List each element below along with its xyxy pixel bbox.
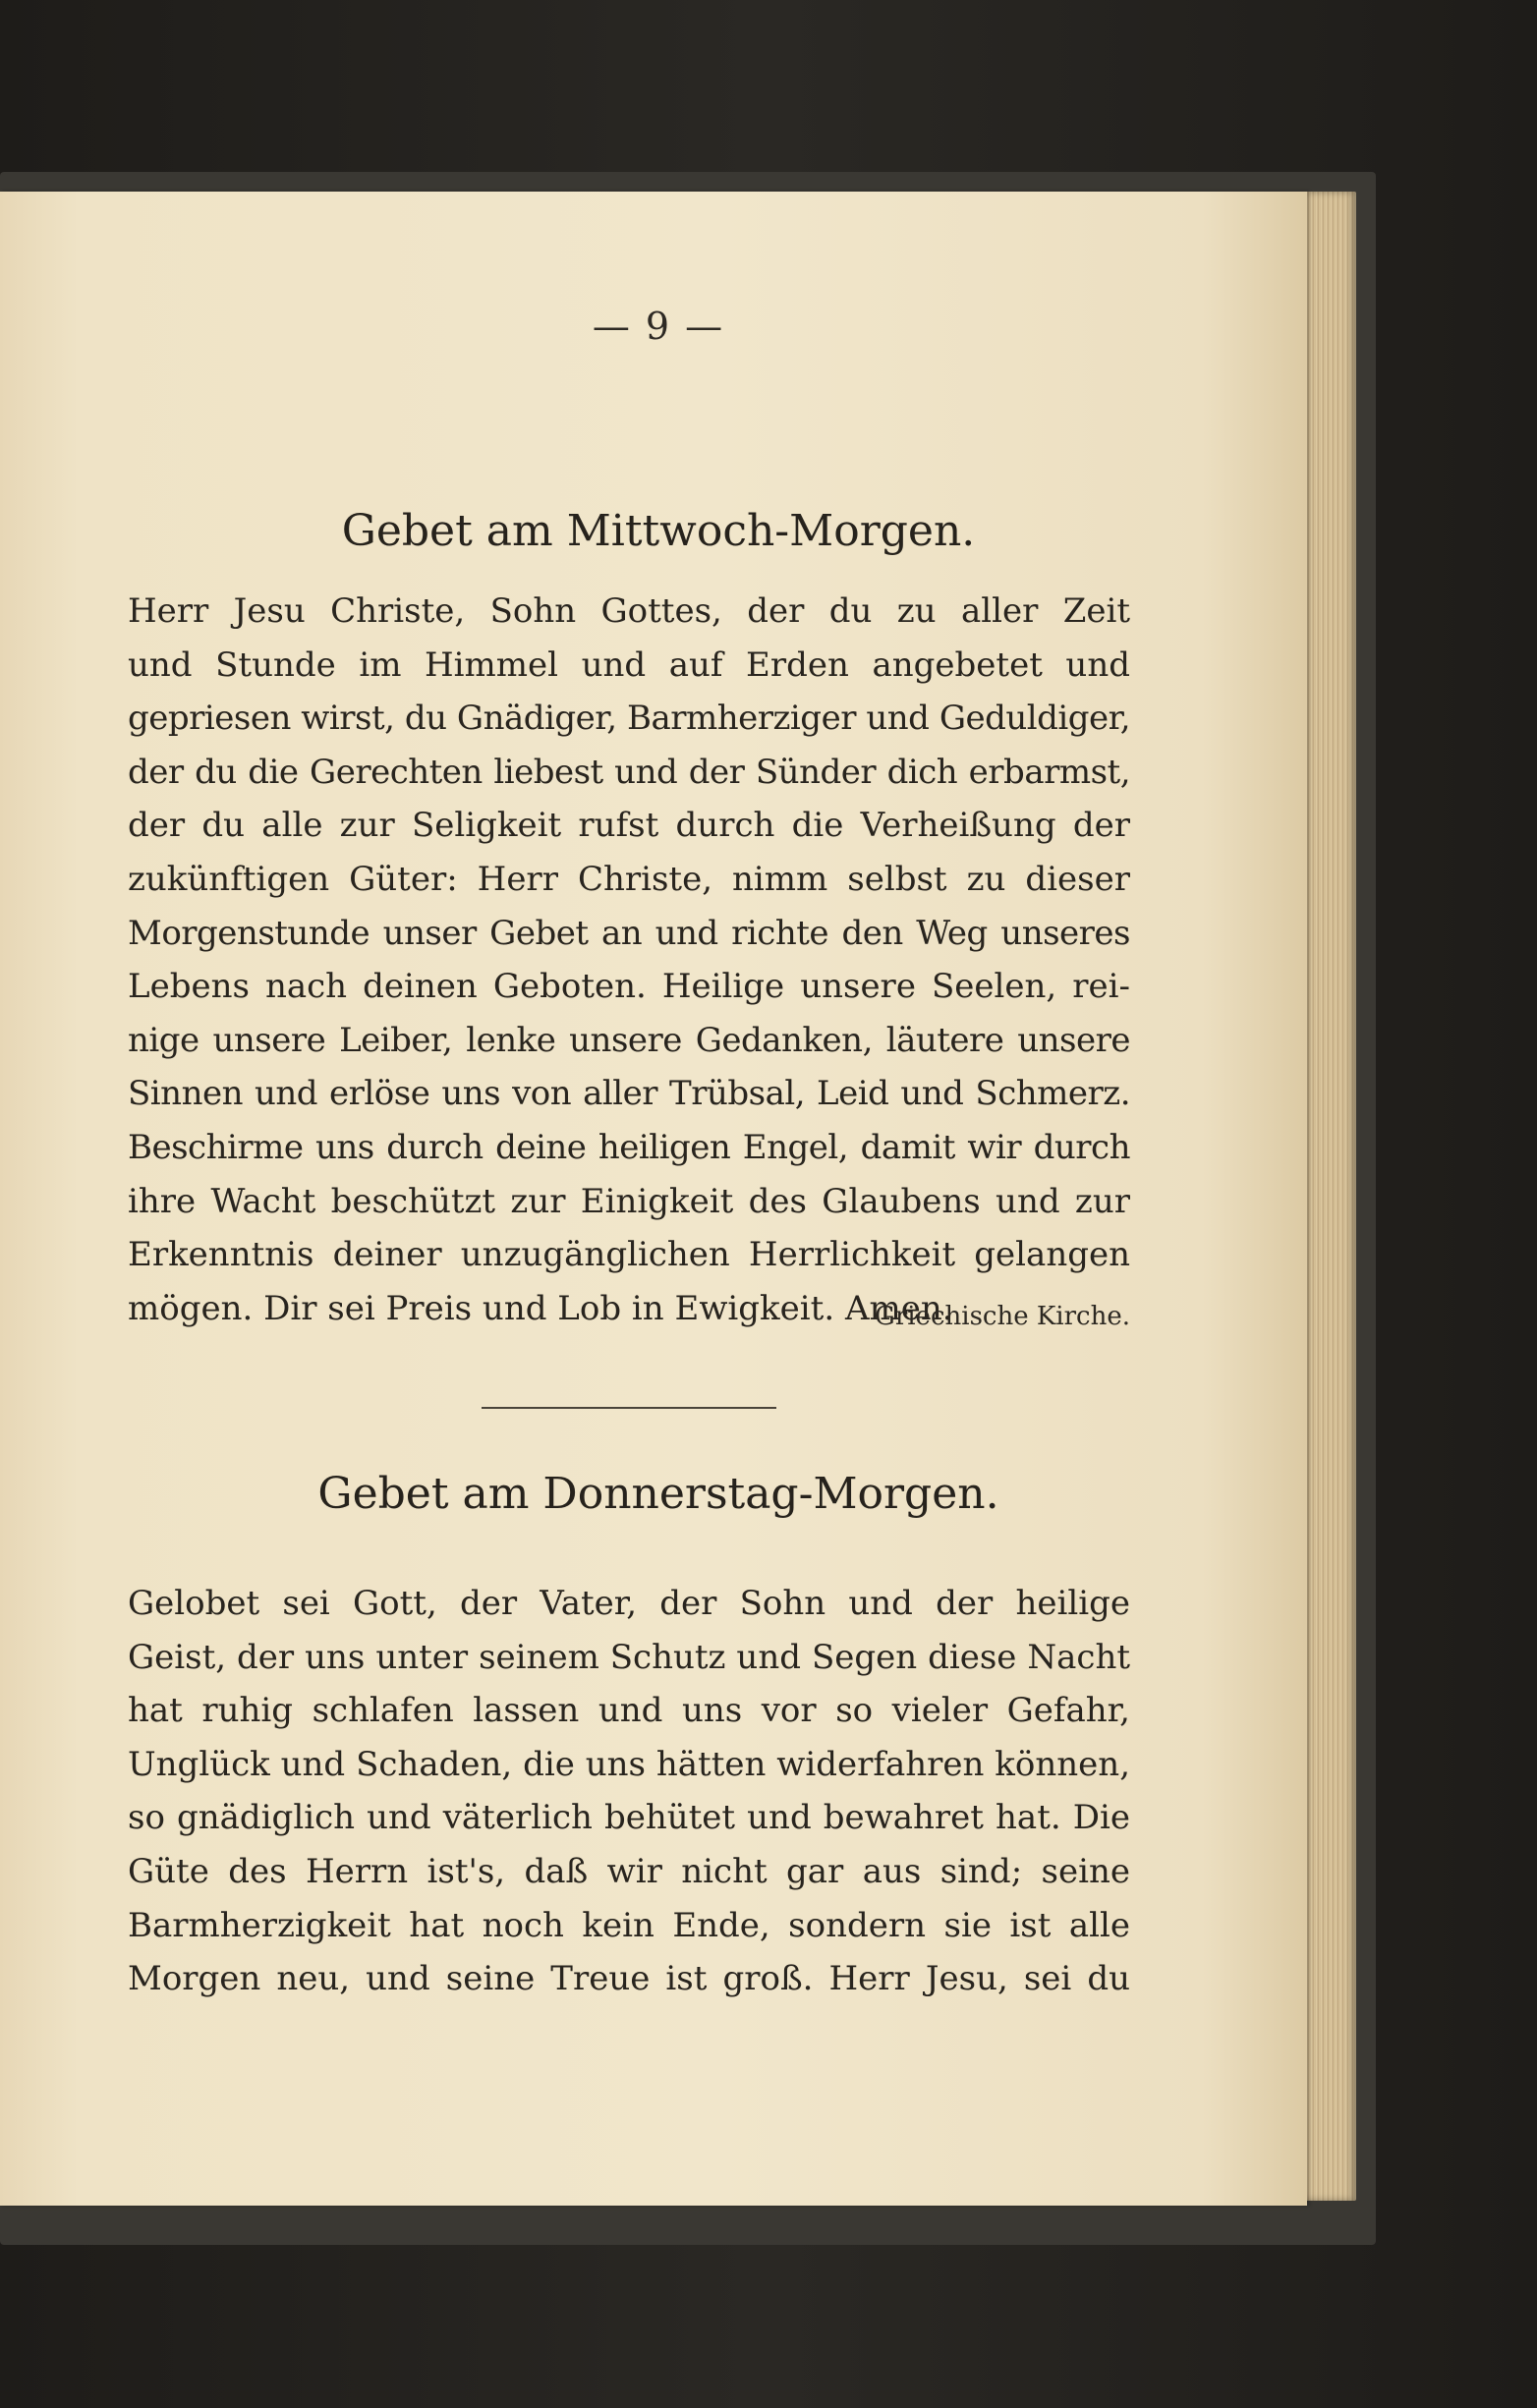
text-line: Barmherzigkeit hat noch kein Ende, sondern sie ist alle — [128, 1905, 1130, 1945]
section-heading-thursday: Gebet am Donnerstag-Morgen. — [317, 1469, 999, 1519]
text-line: der du die Gerechten liebest und der Sünder dich erbarmst, — [128, 752, 1130, 792]
text-line: Lebens nach deinen Geboten. Heilige unsere Seelen, rei- — [128, 967, 1130, 1007]
text-line: gepriesen wirst, du Gnädiger, Barmherziger und Geduldiger, — [128, 699, 1130, 739]
text-line: nige unsere Leiber, lenke unsere Gedanken, läutere unsere — [128, 1020, 1130, 1060]
attribution: Griechische Kirche. — [875, 1302, 1130, 1331]
section-heading-wednesday: Gebet am Mittwoch-Morgen. — [341, 506, 976, 556]
prayer-text-wednesday — [128, 585, 1130, 1335]
text-line: Herr Jesu Christe, Sohn Gottes, der du zu aller Zeit — [128, 591, 1130, 631]
text-line: ihre Wacht beschützt zur Einigkeit des Glaubens und zur — [128, 1181, 1130, 1221]
text-line: mögen. Dir sei Preis und Lob in Ewigkeit. Amen. — [128, 1288, 953, 1328]
book-page — [0, 192, 1307, 2206]
text-line: Güte des Herrn ist's, daß wir nicht gar aus sind; seine — [128, 1851, 1130, 1891]
text-line: Gelobet sei Gott, der Vater, der Sohn und der heilige — [128, 1584, 1130, 1623]
text-line: Unglück und Schaden, die uns hätten widerfahren können, — [128, 1744, 1130, 1784]
text-line: Morgenstunde unser Gebet an und richte den Weg unseres — [128, 913, 1130, 953]
text-line: der du alle zur Seligkeit rufst durch die Verheißung der — [128, 806, 1130, 846]
page-number: — 9 — — [592, 305, 725, 348]
text-line: so gnädiglich und väterlich behütet und bewahret hat. Die — [128, 1798, 1130, 1838]
text-line: Sinnen und erlöse uns von aller Trübsal, Leid und Schmerz. — [128, 1074, 1130, 1114]
text-line: zukünftigen Güter: Herr Christe, nimm selbst zu dieser — [128, 859, 1130, 899]
prayer-text-thursday — [128, 1577, 1130, 2006]
section-divider — [482, 1407, 776, 1409]
text-line: Erkenntnis deiner unzugänglichen Herrlichkeit gelangen — [128, 1235, 1130, 1275]
text-line: Geist, der uns unter seinem Schutz und Segen diese Nacht — [128, 1637, 1130, 1677]
text-line: hat ruhig schlafen lassen und uns vor so vieler Gefahr, — [128, 1691, 1130, 1731]
text-line: Morgen neu, und seine Treue ist groß. Herr Jesu, sei du — [128, 1959, 1130, 1999]
text-line: Beschirme uns durch deine heiligen Engel, damit wir durch — [128, 1127, 1130, 1167]
text-line: und Stunde im Himmel und auf Erden angebetet und — [128, 644, 1130, 685]
